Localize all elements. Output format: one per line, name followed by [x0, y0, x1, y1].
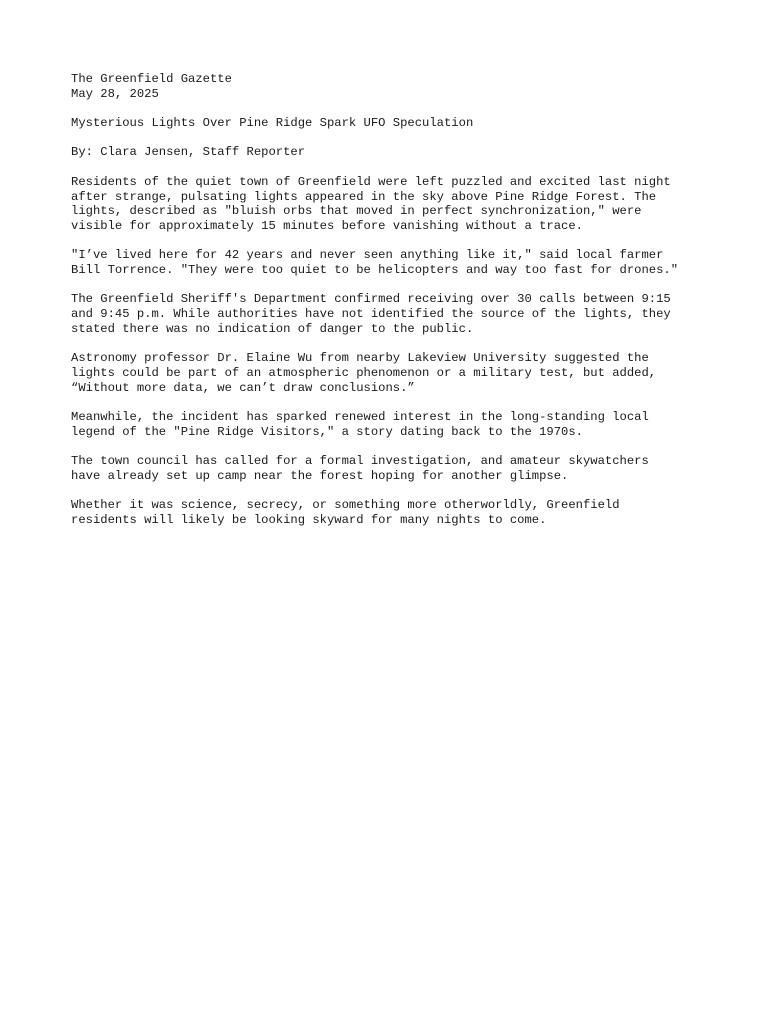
paragraph-line: Astronomy professor Dr. Elaine Wu from nearby Lakeview University suggested the	[71, 351, 649, 366]
paragraph-line: Bill Torrence. "They were too quiet to be helicopters and way too fast for drones."	[71, 263, 679, 278]
paragraph-line: Whether it was science, secrecy, or something more otherworldly, Greenfield	[71, 498, 620, 513]
paragraph-line: The town council has called for a formal investigation, and amateur skywatchers	[71, 454, 649, 469]
paragraph-line: have already set up camp near the forest hoping for another glimpse.	[71, 468, 569, 483]
article-byline: By: Clara Jensen, Staff Reporter	[71, 145, 306, 160]
paragraph-line: and 9:45 p.m. While authorities have not identified the source of the lights, they	[71, 307, 671, 322]
paragraph-2	[71, 248, 731, 277]
paragraph-7	[71, 498, 731, 527]
paragraph-line: lights could be part of an atmospheric phenomenon or a military test, but added,	[71, 365, 657, 380]
paragraph-6	[71, 454, 731, 483]
paragraph-3	[71, 292, 731, 336]
paragraph-line: Residents of the quiet town of Greenfield were left puzzled and excited last night	[71, 174, 671, 189]
paragraph-line: residents will likely be looking skyward for many nights to come.	[71, 512, 547, 527]
paragraph-line: Meanwhile, the incident has sparked renewed interest in the long-standing local	[71, 410, 649, 425]
paragraph-line: visible for approximately 15 minutes before vanishing without a trace.	[71, 218, 583, 233]
publication-date: May 28, 2025	[71, 86, 159, 101]
masthead	[71, 72, 731, 101]
article-headline-block	[71, 116, 731, 131]
publication-name: The Greenfield Gazette	[71, 72, 232, 86]
paragraph-line: The Greenfield Sheriff's Department confirmed receiving over 30 calls between 9:15	[71, 292, 671, 307]
paragraph-1	[71, 175, 731, 234]
paragraph-line: legend of the "Pine Ridge Visitors," a story dating back to the 1970s.	[71, 424, 583, 439]
paragraph-5	[71, 410, 731, 439]
paragraph-line: after strange, pulsating lights appeared in the sky above Pine Ridge Forest. The	[71, 189, 657, 204]
paragraph-line: “Without more data, we can’t draw conclusions.”	[71, 380, 415, 395]
paragraph-line: lights, described as "bluish orbs that moved in perfect synchronization," were	[71, 204, 642, 219]
paragraph-line: "I’ve lived here for 42 years and never seen anything like it," said local farmer	[71, 248, 664, 263]
article-byline-block	[71, 145, 731, 160]
paragraph-line: stated there was no indication of danger to the public.	[71, 321, 474, 336]
paragraph-4	[71, 351, 731, 395]
document-page	[71, 72, 731, 542]
article-headline: Mysterious Lights Over Pine Ridge Spark UFO Speculation	[71, 116, 474, 131]
